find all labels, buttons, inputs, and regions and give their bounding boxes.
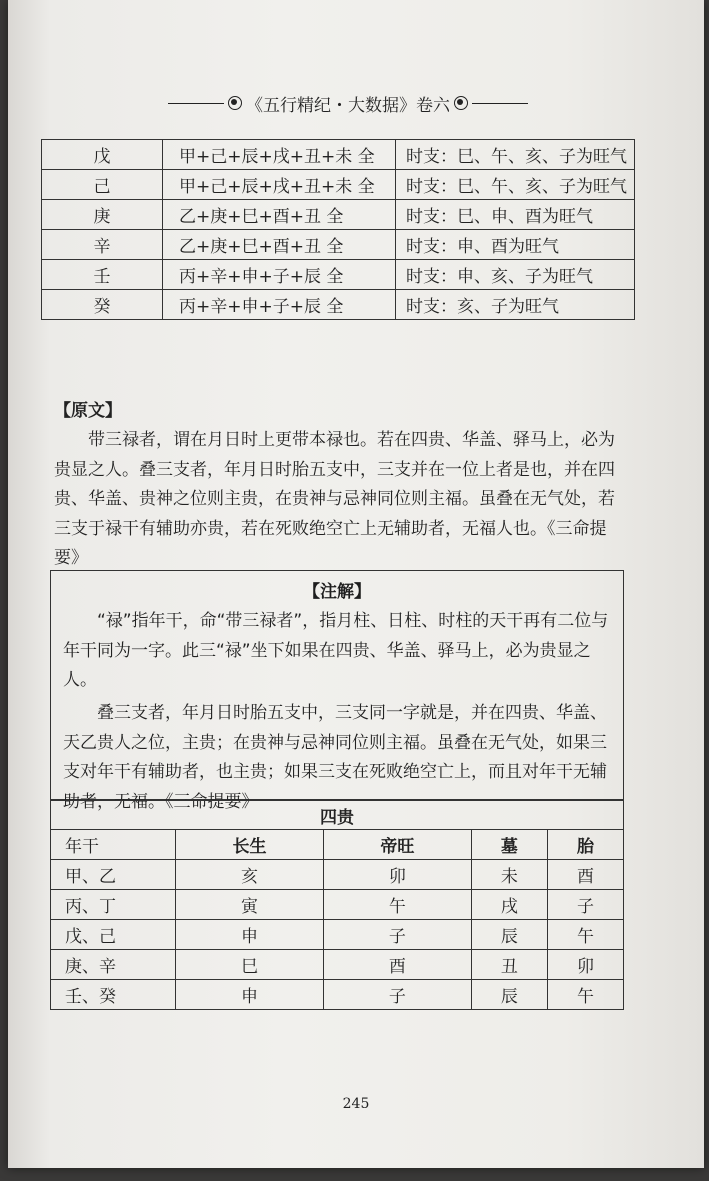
running-header [168,90,528,116]
yinyang-left-icon [228,96,242,110]
header-cell: 帝旺 [323,830,471,860]
table-cell: 壬、癸 [51,980,176,1010]
table-row [51,890,624,920]
table-row [42,200,635,230]
table-cell: 辰 [471,980,547,1010]
table-cell: 子 [323,980,471,1010]
original-text-paragraph: 带三禄者，谓在月日时上更带本禄也。若在四贵、华盖、驿马上，必为贵显之人。叠三支者，年月日时胎五支中，三支并在一位上者是也，并在四贵、华盖、贵神之位则主贵，在贵神与忌神同位则主福。虽叠在无气处，若三支于禄干有辅助亦贵，若在死败绝空亡上无辅助者，无福人也。《三命提要》 [54,430,615,568]
table-row [51,980,624,1010]
stem-combination-table [41,139,635,320]
table-title: 四贵 [51,801,624,830]
table-cell: 丙、丁 [51,890,176,920]
stem-cell: 庚 [42,200,163,230]
annotation-paragraph-2: 叠三支者，年月日时胎五支中，三支同一字就是，并在四贵、华盖、天乙贵人之位，主贵；在贵神与忌神同位则主福。虽叠在无气处，如果三支对年干有辅助者，也主贵；如果三支在死败绝空亡上，而且对年干无辅助者，无福。《三命提要》 [63,703,607,812]
note-cell: 时支：亥、子为旺气 [396,290,635,320]
table-cell: 午 [323,890,471,920]
yinyang-right-icon [454,96,468,110]
table-cell: 丑 [471,950,547,980]
table-cell: 申 [176,920,324,950]
combo-cell: 甲+己+辰+戌+丑+未 全 [163,140,396,170]
header-cell: 胎 [547,830,623,860]
header-rule-right [472,103,528,104]
stem-cell: 辛 [42,230,163,260]
table-row [51,860,624,890]
table-row [42,170,635,200]
table-title-row [51,801,624,830]
note-cell: 时支：申、酉为旺气 [396,230,635,260]
note-cell: 时支：巳、午、亥、子为旺气 [396,140,635,170]
combo-cell: 乙+庚+巳+酉+丑 全 [163,230,396,260]
combo-cell: 乙+庚+巳+酉+丑 全 [163,200,396,230]
table-row [42,140,635,170]
annotation-label: 【注解】 [303,582,371,602]
combo-cell: 丙+辛+申+子+辰 全 [163,290,396,320]
note-cell: 时支：巳、午、亥、子为旺气 [396,170,635,200]
table-cell: 子 [547,890,623,920]
table-cell: 未 [471,860,547,890]
table-cell: 子 [323,920,471,950]
table-header-row [51,830,624,860]
table-cell: 卯 [547,950,623,980]
header-cell: 墓 [471,830,547,860]
stem-cell: 壬 [42,260,163,290]
table-cell: 庚、辛 [51,950,176,980]
combo-cell: 甲+己+辰+戌+丑+未 全 [163,170,396,200]
table-cell: 午 [547,980,623,1010]
table-cell: 酉 [547,860,623,890]
table-cell: 寅 [176,890,324,920]
table-cell: 申 [176,980,324,1010]
note-cell: 时支：巳、申、酉为旺气 [396,200,635,230]
table-cell: 巳 [176,950,324,980]
stem-cell: 己 [42,170,163,200]
note-cell: 时支：申、亥、子为旺气 [396,260,635,290]
table-cell: 辰 [471,920,547,950]
header-title: 《五行精纪・大数据》卷六 [246,95,450,116]
stem-cell: 癸 [42,290,163,320]
header-cell: 长生 [176,830,324,860]
table-cell: 卯 [323,860,471,890]
table-cell: 甲、乙 [51,860,176,890]
table-cell: 酉 [323,950,471,980]
combo-cell: 丙+辛+申+子+辰 全 [163,260,396,290]
table-cell: 午 [547,920,623,950]
table-cell: 戌 [471,890,547,920]
table-row [51,920,624,950]
four-noble-table [50,800,624,1010]
table-row [42,260,635,290]
header-rule-left [168,103,224,104]
stem-cell: 戊 [42,140,163,170]
original-text-label: 【原文】 [54,401,122,421]
annotation-box [50,570,624,812]
table-cell: 戊、己 [51,920,176,950]
annotation-paragraph-1: “禄”指年干，命“带三禄者”，指月柱、日柱、时柱的天干再有二位与年干同为一字。此三“禄”坐下如果在四贵、华盖、驿马上，必为贵显之人。 [63,611,609,690]
table-row [42,230,635,260]
header-cell: 年干 [51,830,176,860]
book-page [8,0,704,1168]
table-cell: 亥 [176,860,324,890]
page-number: 245 [342,1096,370,1112]
table-row [51,950,624,980]
table-row [42,290,635,320]
